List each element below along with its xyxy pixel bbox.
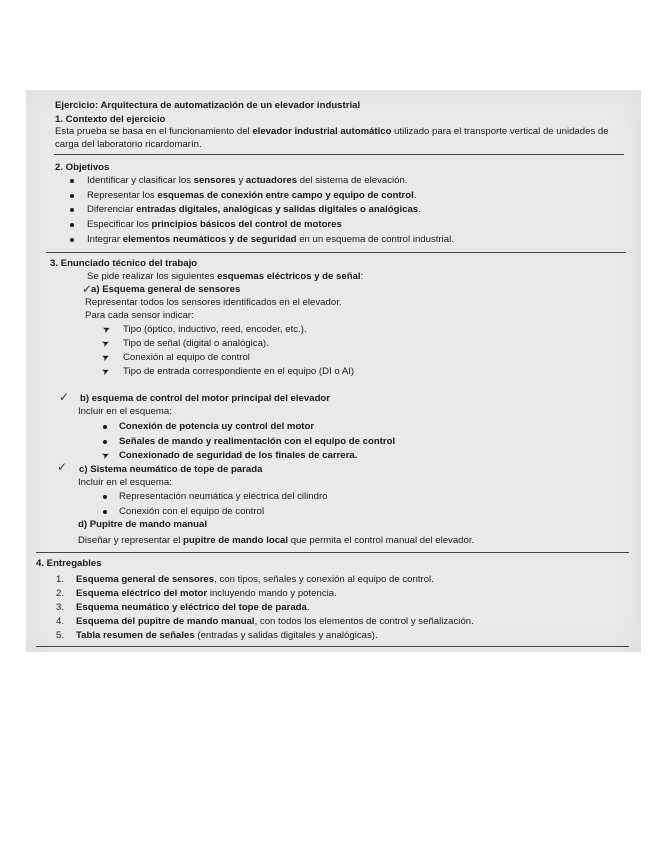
pneumatic-item: Conexión con el equipo de control [119,506,265,517]
sensor-attribute-item: Conexión al equipo de control [123,352,250,363]
bullet [103,425,107,429]
objective-item [87,220,342,230]
deliverable-item [76,603,310,613]
bullet [70,194,74,198]
text: Identificar y clasificar los [87,175,194,186]
deliverable-number: 3. [56,602,65,613]
divider [54,154,624,155]
arrow-bullet-icon: ➤ [100,336,112,350]
deliverable-item [76,589,337,599]
objective-item [87,191,417,201]
text-bold: esquemas eléctricos y de señal [217,271,361,282]
text: Diferenciar [87,204,137,215]
motor-schema-item: Señales de mando y realimentación con el equipo de control [119,436,396,447]
bullet [70,179,74,183]
handwritten-check-icon: ✓ [57,460,68,474]
section-2-heading: 2. Objetivos [55,162,110,173]
motor-schema-item: Conexionado de seguridad de los finales de carrera. [119,450,358,461]
text-bold: Esquema neumático y eléctrico del tope de parada [76,602,307,613]
subtask-c-heading: c) Sistema neumático de tope de parada [79,464,263,475]
text-bold: Esquema general de sensores [76,574,215,585]
text-bold: elementos neumáticos y de seguridad [122,234,297,245]
text: . [413,190,417,201]
text-bold: esquemas de conexión entre campo y equipo de control [157,190,414,201]
document-page [26,90,641,652]
text-bold: actuadores [245,175,298,186]
text: . [418,204,421,215]
text: Especificar los [87,219,152,230]
context-line-1 [55,127,609,137]
sensor-attribute-item: Tipo de entrada correspondiente en el equipo (DI o AI) [123,366,355,377]
arrow-bullet-icon: ➤ [100,448,112,462]
deliverable-item [76,631,378,641]
divider [36,552,629,553]
text: y [235,175,246,186]
subtask-b-include: Incluir en el esquema: [78,406,172,417]
bullet [70,223,74,227]
arrow-bullet-icon: ➤ [101,322,113,336]
text-bold: sensores [193,175,236,186]
objective-item [87,235,454,245]
text-bold: entradas digitales, analógicas y salidas digitales o analógicas [136,204,419,215]
handwritten-check-icon: ✓ [82,282,93,296]
subtask-d-heading: d) Pupitre de mando manual [78,519,207,530]
motor-schema-item: Conexión de potencia uy control del motor [119,421,315,432]
task-intro [87,272,363,282]
text: (entradas y salidas digitales y analógicas). [194,630,378,641]
text-bold: Tabla resumen de señales [76,630,195,641]
arrow-bullet-icon: ➤ [100,350,112,364]
bullet [103,495,107,499]
section-1-heading: 1. Contexto del ejercicio [55,114,166,125]
text-bold: Esquema del pupitre de mando manual [76,616,255,627]
text-bold: Esquema eléctrico del motor [76,588,208,599]
subtask-d-line [78,536,474,546]
sensor-attribute-item: Tipo (óptico, inductivo, reed, encoder, etc.). [123,324,307,335]
bullet [103,510,107,514]
text: Se pide realizar los siguientes [87,271,218,282]
subtask-a-line: Representar todos los sensores identificados en el elevador. [85,297,342,308]
text: del sistema de elevación. [297,175,408,186]
text: Integrar [87,234,123,245]
section-4-heading: 4. Entregables [36,558,102,569]
deliverable-number: 5. [56,630,65,641]
subtask-b-heading: b) esquema de control del motor principal del elevador [80,393,331,404]
text: , con tipos, señales y conexión al equipo de control. [214,574,434,585]
objective-item [87,176,408,186]
bullet [70,208,74,212]
subtask-c-include: Incluir en el esquema: [78,477,172,488]
text: : [360,271,364,282]
text: que permita el control manual del elevador. [288,535,475,546]
divider [46,252,626,253]
text: . [306,602,310,613]
text: Representar los [87,190,158,201]
context-line-2: carga del laboratorio ricardomarín. [55,139,202,150]
text: Esta prueba se basa en el funcionamiento del [55,126,253,137]
handwritten-check-icon: ✓ [59,390,70,404]
text: Diseñar y representar el [78,535,184,546]
subtask-a-indicate: Para cada sensor indicar: [85,310,194,321]
section-3-heading: 3. Enunciado técnico del trabajo [50,258,198,269]
text: utilizado para el transporte vertical de unidades de [391,126,609,137]
text-bold: principios básicos del control de motores [151,219,342,230]
deliverable-number: 2. [56,588,65,599]
text: en un esquema de control industrial. [296,234,454,245]
sensor-attribute-item: Tipo de señal (digital o analógica). [123,338,269,349]
deliverable-number: 1. [56,574,65,585]
document-title: Ejercicio: Arquitectura de automatización de un elevador industrial [55,100,361,111]
pneumatic-item: Representación neumática y eléctrica del cilindro [119,491,328,502]
objective-item [87,205,421,215]
text: incluyendo mando y potencia. [207,588,337,599]
bullet [103,440,107,444]
text-bold: pupitre de mando local [183,535,289,546]
arrow-bullet-icon: ➤ [100,364,112,378]
subtask-a-heading: a) Esquema general de sensores [91,284,241,295]
deliverable-item [76,617,474,627]
text-bold: elevador industrial automático [252,126,392,137]
deliverable-item [76,575,434,585]
text: , con todos los elementos de control y señalización. [254,616,474,627]
deliverable-number: 4. [56,616,65,627]
divider [36,646,629,647]
bullet [70,238,74,242]
